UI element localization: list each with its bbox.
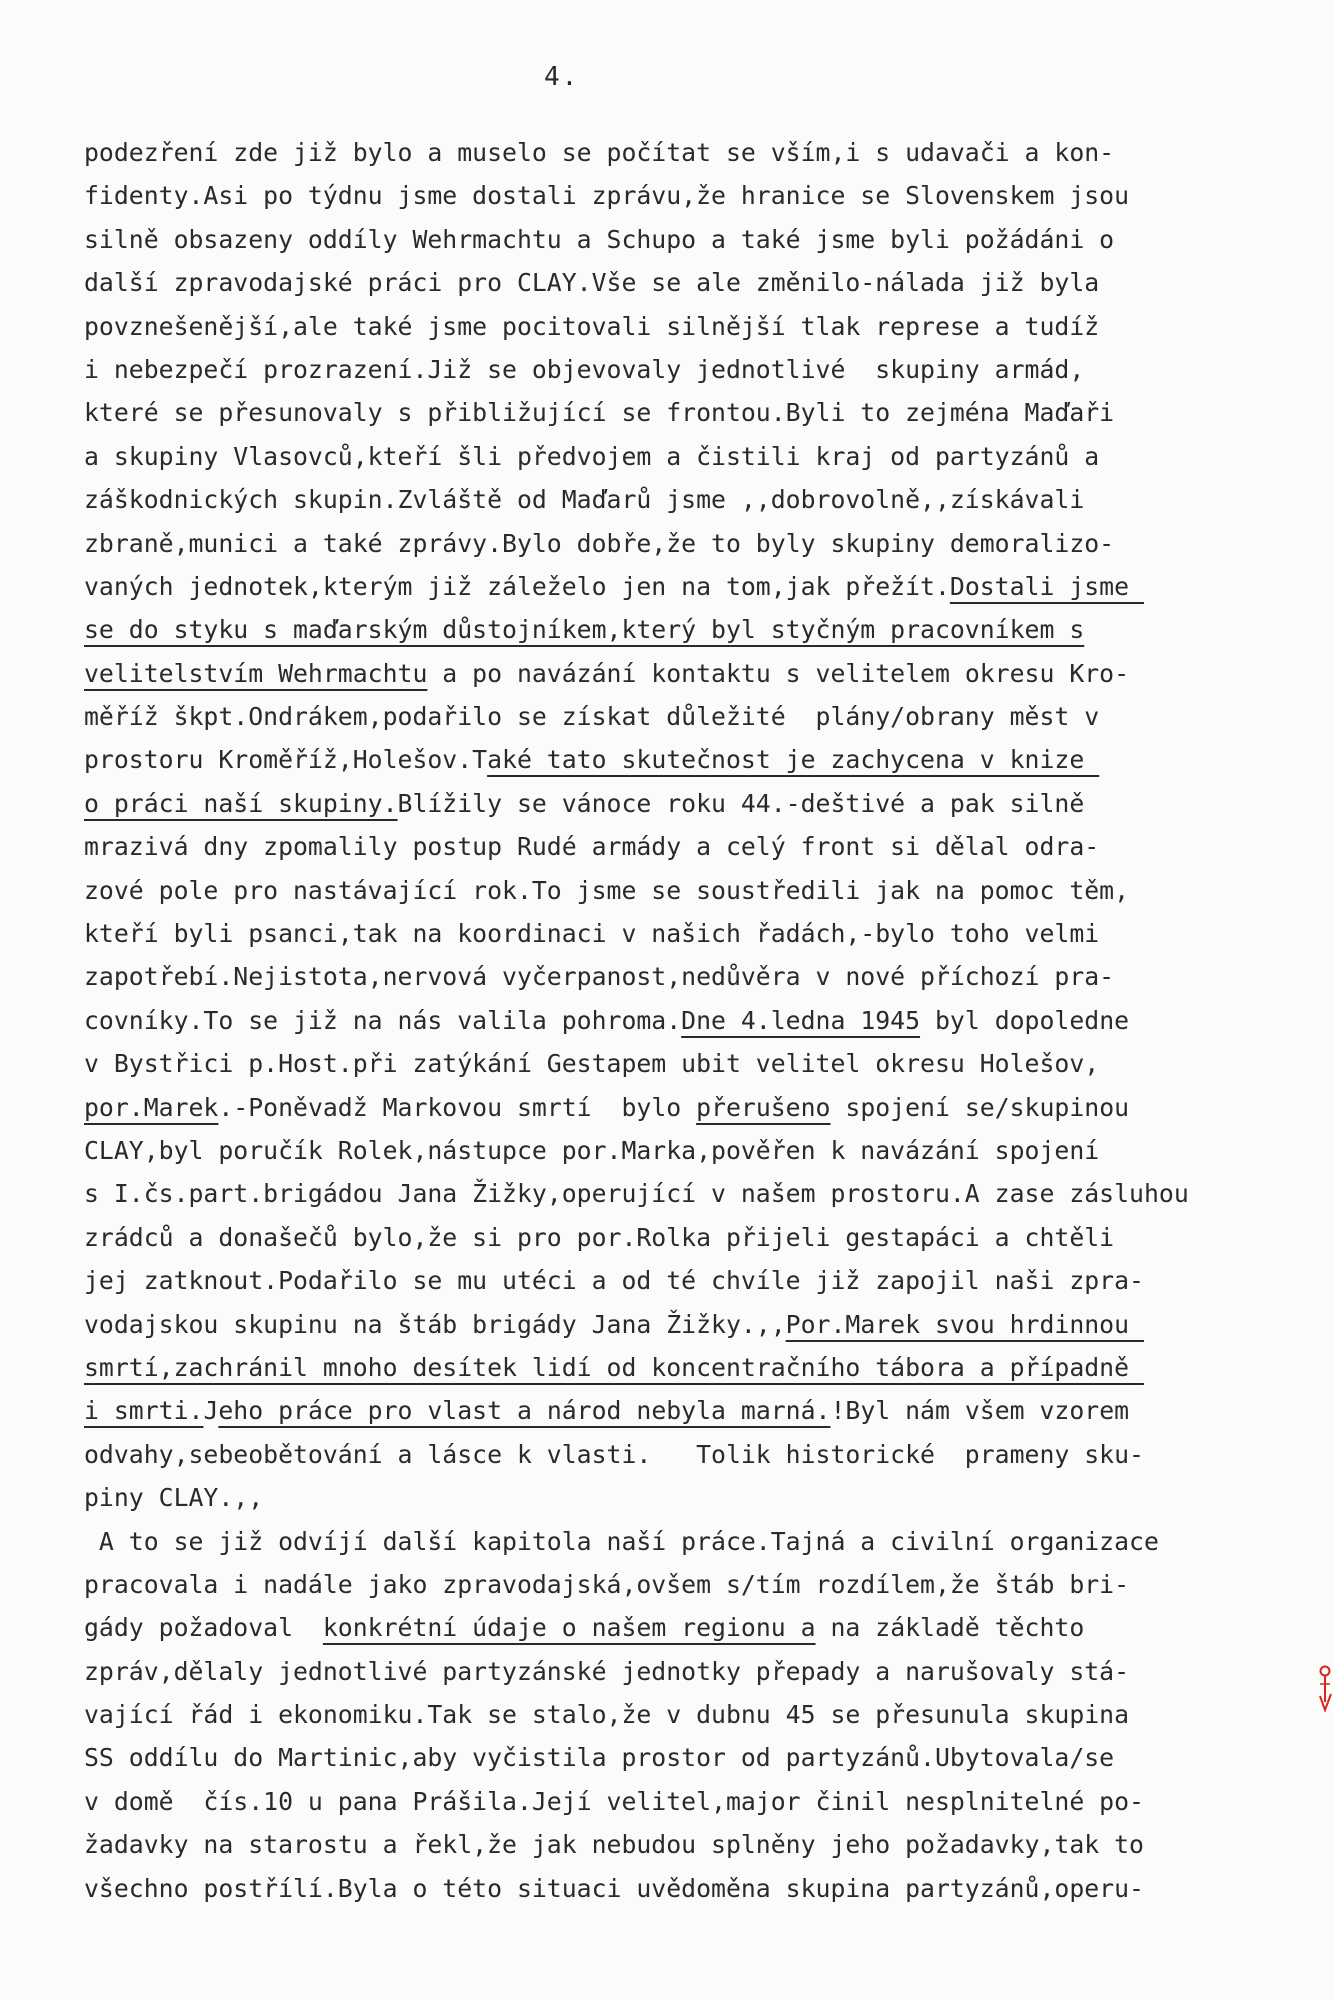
text-line — [84, 131, 1333, 174]
text-segment: další zpravodajské práci pro CLAY.Vše se ale změnilo-nálada již byla — [84, 268, 1100, 298]
text-segment: s I.čs.part.brigádou Jana Žižky,operující v našem prostoru.A zase zásluhou — [84, 1179, 1189, 1209]
underlined-segment: Dne 4.ledna 1945 — [681, 1005, 921, 1035]
text-line — [84, 391, 1333, 434]
text-segment: gády požadoval — [84, 1613, 323, 1643]
text-segment: CLAY,byl poručík Rolek,nástupce por.Marka,pověřen k navázání spojení — [84, 1135, 1100, 1165]
text-line — [84, 305, 1333, 348]
text-segment: zrádců a donašečů bylo,že si pro por.Rolka přijeli gestapáci a chtěli — [84, 1222, 1115, 1252]
text-segment: žadavky na starostu a řekl,že jak nebudou splněny jeho požadavky,tak to — [84, 1830, 1144, 1860]
text-segment: byl dopoledne — [920, 1005, 1130, 1035]
text-line — [84, 695, 1333, 738]
text-segment: které se přesunovaly s přibližující se frontou.Byli to zejména Maďaři — [84, 398, 1115, 428]
text-segment: .-Poněvadž Markovou smrtí bylo — [218, 1092, 697, 1122]
text-segment: povznešenější,ale také jsme pocitovali silnější tlak represe a tudíž — [84, 311, 1100, 341]
text-line — [84, 1042, 1333, 1085]
text-segment: SS oddílu do Martinic,aby vyčistila prostor od partyzánů.Ubytovala/se — [84, 1743, 1115, 1773]
text-line — [84, 738, 1333, 781]
body-text — [84, 131, 1333, 1910]
text-line — [84, 1389, 1333, 1432]
text-line — [84, 1823, 1333, 1866]
underlined-segment: Dostali jsme — [949, 571, 1144, 601]
text-segment: a po navázání kontaktu s velitelem okresu Kro- — [427, 658, 1130, 688]
text-line — [84, 825, 1333, 868]
underlined-segment: Por.Marek svou hrdinnou — [785, 1309, 1144, 1339]
text-segment: fidenty.Asi po týdnu jsme dostali zprávu,že hranice se Slovenskem jsou — [84, 181, 1130, 211]
text-line — [84, 652, 1333, 695]
text-line — [84, 1433, 1333, 1476]
text-line — [84, 869, 1333, 912]
text-line — [84, 1172, 1333, 1215]
text-segment: pracovala i nadále jako zpravodajská,ovšem s/tím rozdílem,že štáb bri- — [84, 1569, 1130, 1599]
text-line — [84, 261, 1333, 304]
underlined-segment: se do styku s maďarským důstojníkem,který byl styčným pracovníkem s — [84, 615, 1085, 645]
underlined-segment: smrtí,zachránil mnoho desítek lidí od koncentračního tábora a případně — [84, 1352, 1144, 1382]
text-line — [84, 1086, 1333, 1129]
underlined-segment: konkrétní údaje o našem regionu a — [322, 1613, 816, 1643]
text-line — [84, 782, 1333, 825]
text-line — [84, 1520, 1333, 1563]
text-segment: kteří byli psanci,tak na koordinaci v našich řadách,-bylo toho velmi — [84, 919, 1100, 949]
text-segment: odvahy,sebeobětování a lásce k vlasti. Tolik historické prameny sku- — [84, 1439, 1144, 1469]
underlined-segment: i smrti. — [84, 1396, 204, 1426]
text-segment: zové pole pro nastávající rok.To jsme se soustředili jak na pomoc těm, — [84, 875, 1130, 905]
text-line — [84, 478, 1333, 521]
text-segment: a skupiny Vlasovců,kteří šli předvojem a čistili kraj od partyzánů a — [84, 441, 1100, 471]
text-segment: i nebezpečí prozrazení.Již se objevovaly jednotlivé skupiny armád, — [84, 354, 1085, 384]
text-segment: piny CLAY.,, — [84, 1483, 264, 1513]
text-segment: na základě těchto — [815, 1613, 1085, 1643]
text-line — [84, 608, 1333, 651]
underlined-segment: velitelstvím Wehrmachtu — [84, 658, 428, 688]
text-segment: záškodnických skupin.Zvláště od Maďarů jsme ,,dobrovolně,,získávali — [84, 485, 1085, 515]
text-segment: spojení se/skupinou — [830, 1092, 1130, 1122]
text-segment: vající řád i ekonomiku.Tak se stalo,že v dubnu 45 se přesunula skupina — [84, 1700, 1130, 1730]
text-line — [84, 1867, 1333, 1910]
text-segment: všechno postřílí.Byla o této situaci uvědoměna skupina partyzánů,operu- — [84, 1873, 1144, 1903]
text-segment: Blížily se vánoce roku 44.-deštivé a pak silně — [397, 788, 1085, 818]
text-line — [84, 1303, 1333, 1346]
text-segment: prostoru Kroměříž,Holešov.T — [84, 745, 488, 775]
text-line — [84, 1259, 1333, 1302]
text-line — [84, 174, 1333, 217]
underlined-segment: aké tato skutečnost je zachycena v knize — [487, 745, 1100, 775]
text-line — [84, 348, 1333, 391]
underlined-segment: přerušeno — [696, 1092, 831, 1122]
text-segment: J — [203, 1396, 219, 1426]
text-line — [84, 565, 1333, 608]
text-line — [84, 1346, 1333, 1389]
text-line — [84, 1216, 1333, 1259]
text-segment: vaných jednotek,kterým již záleželo jen na tom,jak přežít. — [84, 571, 950, 601]
text-segment: covníky.To se již na nás valila pohroma. — [84, 1005, 682, 1035]
text-line — [84, 1606, 1333, 1649]
text-line — [84, 522, 1333, 565]
text-segment: zapotřebí.Nejistota,nervová vyčerpanost,nedůvěra v nové příchozí pra- — [84, 962, 1115, 992]
text-segment: jej zatknout.Podařilo se mu utéci a od té chvíle již zapojil naši zpra- — [84, 1266, 1144, 1296]
text-line — [84, 912, 1333, 955]
text-segment: měříž škpt.Ondrákem,podařilo se získat důležité plány/obrany měst v — [84, 702, 1100, 732]
text-segment: v domě čís.10 u pana Prášila.Její velitel,major činil nesplnitelné po- — [84, 1786, 1144, 1816]
text-line — [84, 1780, 1333, 1823]
text-line — [84, 435, 1333, 478]
underlined-segment: eho práce pro vlast a národ nebyla marná. — [218, 1396, 831, 1426]
text-line — [84, 999, 1333, 1042]
text-line — [84, 1129, 1333, 1172]
text-segment: zpráv,dělaly jednotlivé partyzánské jednotky přepady a narušovaly stá- — [84, 1656, 1130, 1686]
text-segment: zbraně,munici a také zprávy.Bylo dobře,že to byly skupiny demoralizo- — [84, 528, 1115, 558]
underlined-segment: por.Marek — [84, 1092, 219, 1122]
text-line — [84, 1736, 1333, 1779]
text-line — [84, 1693, 1333, 1736]
text-segment: silně obsazeny oddíly Wehrmachtu a Schupo a také jsme byli požádáni o — [84, 224, 1115, 254]
text-segment: v Bystřici p.Host.při zatýkání Gestapem ubit velitel okresu Holešov, — [84, 1049, 1100, 1079]
underlined-segment: o práci naší skupiny. — [84, 788, 398, 818]
text-segment: vodajskou skupinu na štáb brigády Jana Žižky.,, — [84, 1309, 786, 1339]
text-segment: podezření zde již bylo a muselo se počítat se vším,i s udavači a kon- — [84, 138, 1115, 167]
text-segment: mrazivá dny zpomalily postup Rudé armády a celý front si dělal odra- — [84, 832, 1100, 862]
text-line — [84, 218, 1333, 261]
text-line — [84, 1563, 1333, 1606]
text-line — [84, 955, 1333, 998]
text-segment: A to se již odvíjí další kapitola naší práce.Tajná a civilní organizace — [84, 1526, 1159, 1556]
text-line — [84, 1650, 1333, 1693]
red-correction-mark-icon — [1318, 1664, 1333, 1716]
text-line — [84, 1476, 1333, 1519]
text-segment: !Byl nám všem vzorem — [830, 1396, 1130, 1426]
page-number: 4. — [544, 62, 580, 92]
